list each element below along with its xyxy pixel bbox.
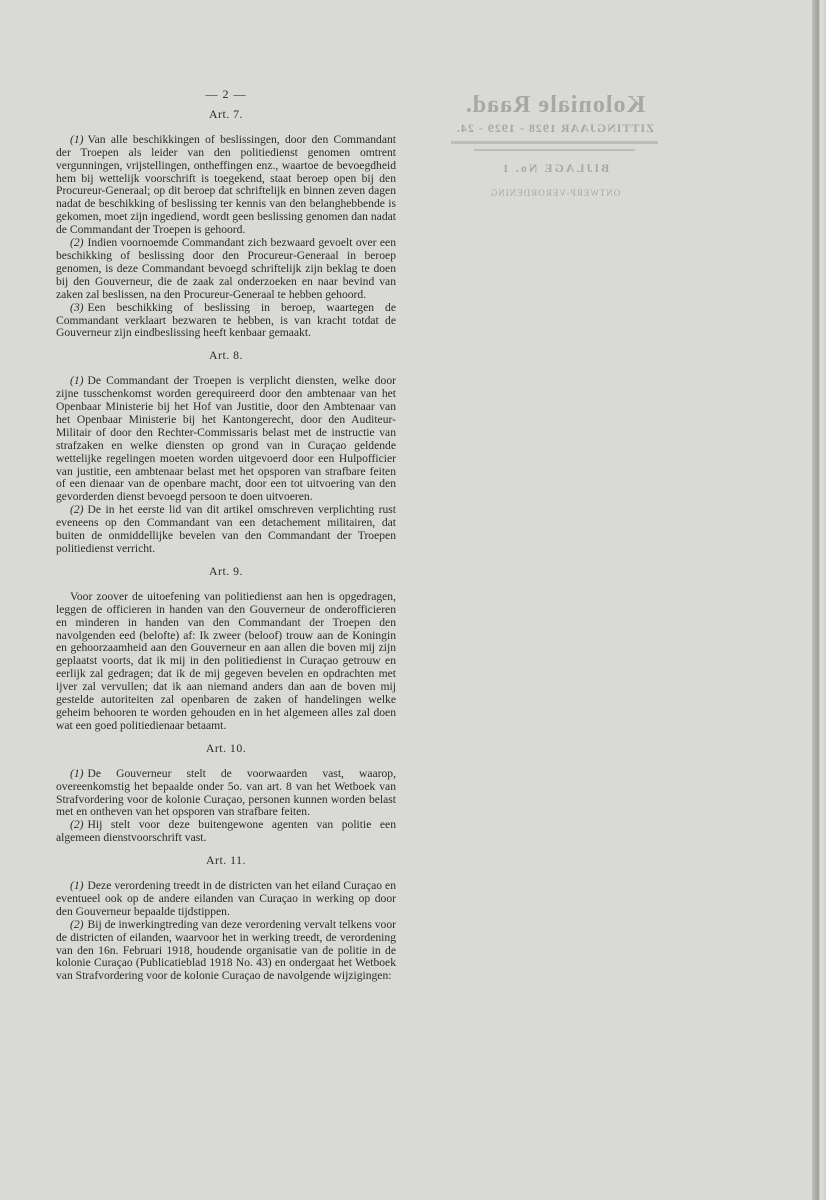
paragraph-text: Voor zoover de uitoefening van politiedienst aan hen is opgedragen, leggen de officieren in handen van den Gouverneur de onderofficieren en minderen in handen van den Commandant der Troepen den navolgenden eed (belofte) af: Ik zweer (beloof) trouw aan de Koningin en gehoorzaamheid aan den Gouverneur en aan allen die boven mij zijn geplaatst voorts, dat ik mij in den politiedienst in Curaçao getrouw en eerlijk zal gedragen; dat ik de mij gegeven bevelen en opdrachten met ijver zal vervullen; dat ik aan niemand anders dan aan de boven mij gestelde autoriteiten zal openbaren de zaken of handelingen welke geheim behooren te worden gehouden en in het algemeen alles zal doen wat een goed politiedienaar betaamt. [56,589,396,732]
paragraph-label: (1) [70,766,84,780]
paragraph [56,237,396,302]
paragraph-text: De Commandant der Troepen is verplicht diensten, welke door zijne tusschenkomst worden gerequireerd door den ambtenaar van het Openbaar Ministerie bij het Hof van Justitie, door den Ambtenaar van het Openbaar Ministerie bij het Kantongerecht, door den Auditeur-Militair of door den Rechter-Commissaris belast met de instructie van strafzaken en welke diensten op grond van in Curaçao geldende wettelijke regelingen moeten worden uitgevoerd door een Hulpofficier van justitie, een ambtenaar belast met het opsporen van strafbare feiten of een dienaar van de openbare macht, door een tot uitvoering van den gevorderden dienst bevoegd persoon te doen uitvoeren. [56,374,396,504]
stamp-rule [475,149,636,151]
stamp-under: ONTWERP-VERORDENING [489,188,621,198]
page-number: — 2 — [205,87,247,101]
article-heading: Art. 10. [205,740,247,755]
article-8 [56,349,396,556]
paragraph [56,919,396,984]
paragraph-label: (1) [70,879,84,893]
article-10 [56,742,396,845]
paragraph-text: De Gouverneur stelt de voorwaarden vast, waarop, overeenkomstig het bepaalde onder 5o. van art. 8 van het Wetboek van Strafvordering voor de kolonie Curaçao, personen kunnen worden belast met en ontheven van het opsporen van strafbare feiten. [56,766,396,819]
paragraph-label: (2) [70,236,84,250]
paragraph [56,819,396,845]
article-heading: Art. 11. [206,853,246,868]
article-11 [56,854,396,983]
article-7 [56,108,396,340]
paragraph [56,880,396,919]
paragraph-label: (1) [70,132,84,146]
paragraph-text: Bij de inwerkingtreding van deze verordening vervalt telkens voor de districten of eilanden, waarvoor het in werking treedt, de verordening van den 16n. Februari 1918, houdende organisatie van de politie in de kolonie Curaçao (Publicatieblad 1918 No. 43) en ondergaat het Wetboek van Strafvordering voor de kolonie Curaçao de navolgende wijzigingen: [56,917,396,983]
paragraph-text: Een beschikking of beslissing in beroep, waartegen de Commandant verklaart bezwaren te hebben, is van kracht totdat de Gouverneur zijn eindbeslissing heeft kenbaar gemaakt. [56,300,396,340]
paragraph [56,134,396,237]
page-edge [812,0,826,1200]
paragraph-label: (2) [70,917,84,931]
paragraph-text: Van alle beschikkingen of beslissingen, door den Commandant der Troepen als leider van den politiedienst genomen omtrent vergunningen, vrijstellingen, ontheffingen enz., waartoe de bevoegdheid hem bij wettelijk voorschrift is toegekend, staat beroep open bij den Procureur-Generaal; op dit beroep dat schriftelijk en binnen zeven dagen nadat de beschikking of beslissing ter kennis van den belanghebbende is gekomen, moet zijn ingediend, wordt geen beslissing genomen dan nadat de Commandant der Troepen is gehoord. [56,132,396,237]
paragraph-label: (2) [70,818,84,832]
paragraph [56,504,396,556]
article-9 [56,565,396,733]
stamp-rule [452,141,659,144]
bleed-through-stamp [440,92,670,198]
stamp-bijlage: BIJLAGE No. 1 [500,161,610,175]
paragraph-text: Hij stelt voor deze buitengewone agenten van politie een algemeen dienstvoorschrift vast. [56,818,396,845]
text-column [56,88,396,983]
paragraph-text: Indien voornoemde Commandant zich bezwaard gevoelt over een beschikking of beslissing door den Procureur-Generaal in beroep genomen, is deze Commandant bevoegd schriftelijk zijn beklag te doen bij den Gouverneur, die de zaak zal onderzoeken en naar bevind van zaken zal beslissen, na den Procureur-Generaal te hebben gehoord. [56,236,396,301]
article-heading: Art. 8. [209,348,243,363]
paragraph [56,768,396,820]
stamp-title: Koloniale Raad. [464,92,646,118]
paragraph [56,302,396,341]
paragraph [56,591,396,733]
paragraph-label: (2) [70,503,84,517]
paragraph-label: (3) [70,300,84,314]
article-heading: Art. 9. [209,563,243,578]
article-heading: Art. 7. [209,106,243,121]
stamp-subtitle: ZITTINGJAAR 1928 - 1929 - 24. [455,121,655,135]
paragraph-label: (1) [70,374,84,388]
paragraph-text: Deze verordening treedt in de districten van het eiland Curaçao en eventueel ook op de andere eilanden van Curaçao in werking op door den Gouverneur bepaalde tijdstippen. [56,879,396,918]
paragraph-text: De in het eerste lid van dit artikel omschreven verplichting rust eveneens op den Commandant van een detachement militairen, dat buiten de onmiddellijke bevelen van den Commandant der Troepen politiedienst verricht. [56,503,396,555]
paragraph [56,375,396,504]
